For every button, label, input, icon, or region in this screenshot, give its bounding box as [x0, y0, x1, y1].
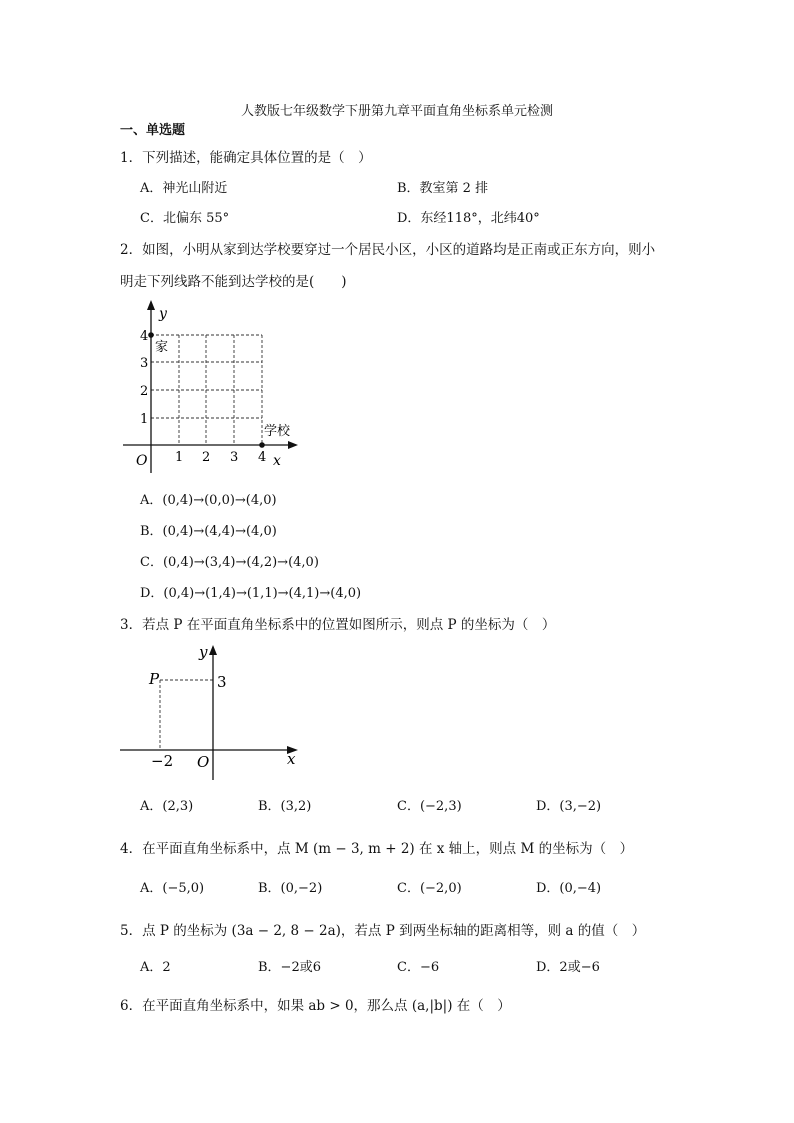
- question-1-stem: 1．下列描述，能确定具体位置的是（ ）: [120, 150, 372, 166]
- q2-y-tick: 4: [140, 329, 149, 344]
- q2-home-label: 家: [155, 340, 169, 355]
- question-1-option-c: C．北偏东 55°: [140, 211, 230, 226]
- q2-y-tick: 1: [140, 412, 149, 427]
- q2-x-tick: 2: [202, 450, 211, 465]
- question-2-stem-line2: 明走下列线路不能到达学校的是( ): [120, 274, 347, 290]
- question-4-option-a: A．(−5,0): [140, 881, 205, 896]
- q2-y-tick: 3: [140, 356, 149, 371]
- q3-x-value-label: −2: [151, 752, 174, 770]
- question-5-option-a: A．2: [140, 960, 171, 975]
- q3-y-value-label: 3: [217, 673, 227, 691]
- question-4-option-b: B．(0,−2): [258, 881, 323, 896]
- q2-x-tick: 1: [175, 450, 184, 465]
- question-2-option-b: B．(0,4)→(4,4)→(4,0): [140, 524, 277, 539]
- question-5-option-b: B．−2或6: [258, 960, 321, 975]
- question-1-option-b: B．教室第 2 排: [397, 181, 489, 196]
- question-5-stem: 5．点 P 的坐标为 (3a − 2, 8 − 2a)，若点 P 到两坐标轴的距离相等，则 a 的值（ ）: [120, 923, 646, 939]
- q2-y-tick: 2: [140, 384, 149, 399]
- question-2-stem-line1: 2．如图，小明从家到达学校要穿过一个居民小区，小区的道路均是正南或正东方向，则小: [120, 242, 656, 258]
- question-1-option-d: D．东经118°，北纬40°: [397, 211, 540, 226]
- question-2-option-d: D．(0,4)→(1,4)→(1,1)→(4,1)→(4,0): [140, 586, 362, 601]
- question-2-option-c: C．(0,4)→(3,4)→(4,2)→(4,0): [140, 555, 319, 570]
- q3-origin-label: O: [197, 753, 210, 771]
- question-6-stem: 6．在平面直角坐标系中，如果 ab > 0，那么点 (a,|b|) 在（ ）: [120, 998, 511, 1014]
- q2-origin-label: O: [136, 453, 148, 469]
- question-5-option-d: D．2或−6: [536, 960, 600, 975]
- q2-school-label: 学校: [264, 424, 291, 439]
- question-3-stem: 3．若点 P 在平面直角坐标系中的位置如图所示，则点 P 的坐标为（ ）: [120, 617, 556, 633]
- question-3-option-b: B．(3,2): [258, 799, 312, 814]
- question-3-option-a: A．(2,3): [140, 799, 194, 814]
- question-2-grid-figure: [118, 295, 308, 475]
- question-3-option-c: C．(−2,3): [397, 799, 462, 814]
- q3-y-axis-label: y: [199, 643, 208, 661]
- q3-point-label: P: [149, 670, 160, 688]
- q2-y-axis-label: y: [159, 306, 167, 322]
- question-3-option-d: D．(3,−2): [536, 799, 602, 814]
- q2-x-tick: 4: [258, 450, 267, 465]
- question-4-option-d: D．(0,−4): [536, 881, 602, 896]
- question-2-option-a: A．(0,4)→(0,0)→(4,0): [140, 493, 277, 508]
- question-1-option-a: A．神光山附近: [140, 181, 228, 196]
- section-heading: 一、单选题: [120, 123, 186, 138]
- q2-x-axis-label: x: [273, 453, 281, 469]
- document-title: 人教版七年级数学下册第九章平面直角坐标系单元检测: [240, 104, 553, 119]
- q3-x-axis-label: x: [287, 750, 296, 768]
- q2-x-tick: 3: [230, 450, 239, 465]
- question-3-point-figure: [115, 640, 310, 780]
- question-4-option-c: C．(−2,0): [397, 881, 462, 896]
- question-4-stem: 4．在平面直角坐标系中，点 M (m − 3, m + 2) 在 x 轴上，则点 M 的坐标为（ ）: [120, 841, 634, 857]
- question-5-option-c: C．−6: [397, 960, 440, 975]
